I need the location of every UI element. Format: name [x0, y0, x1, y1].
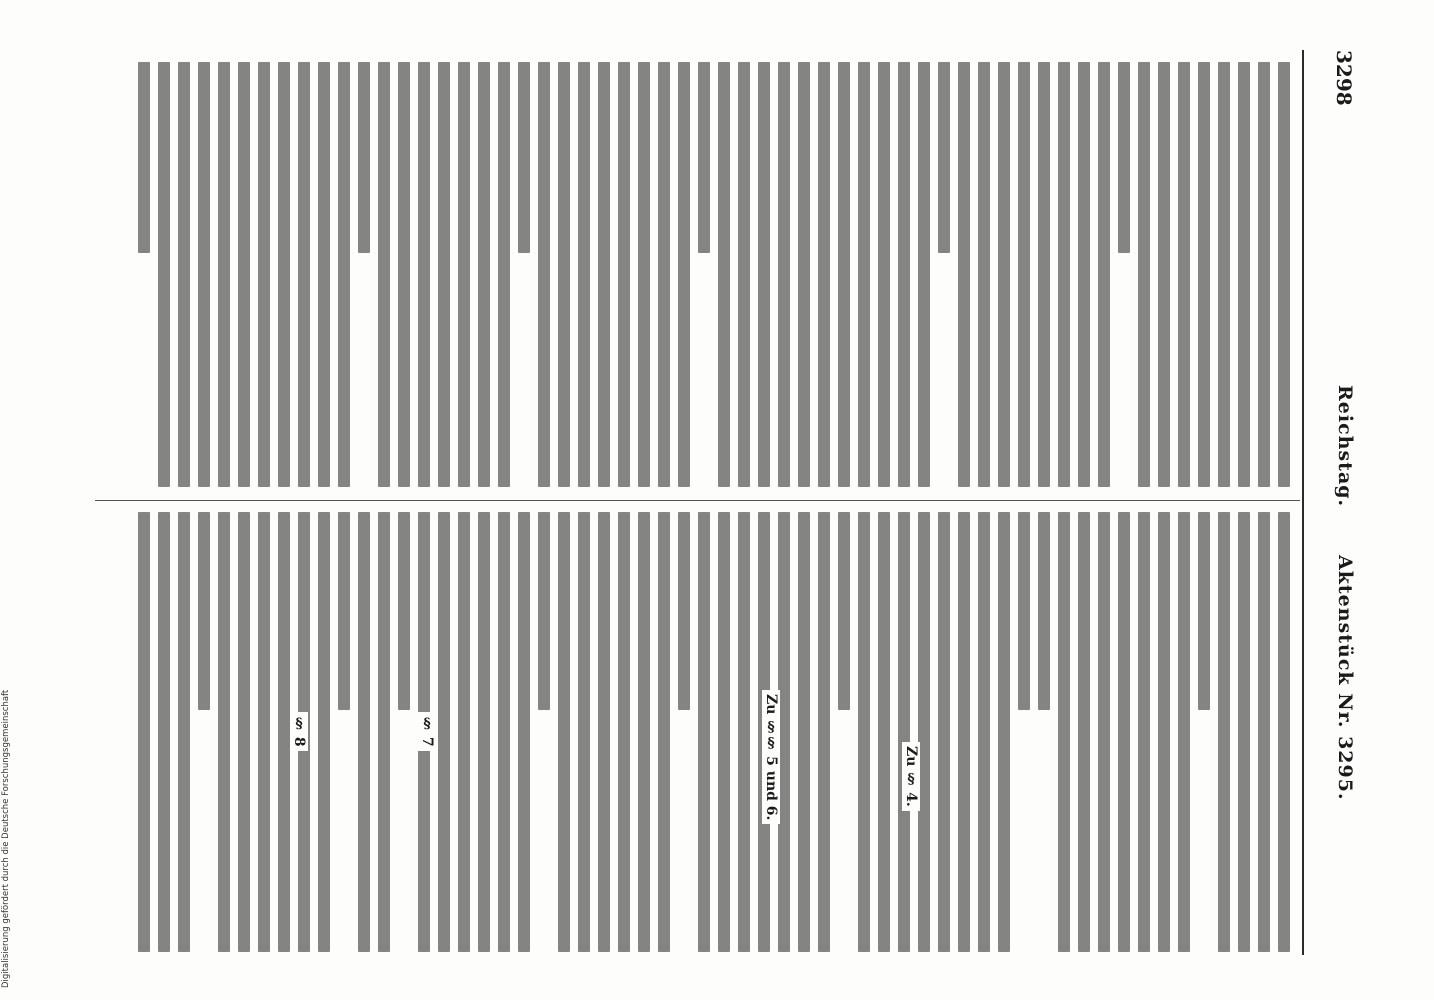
header-rule [1302, 50, 1304, 955]
text-line [998, 512, 1010, 952]
text-line [918, 512, 930, 952]
text-line [658, 62, 670, 487]
text-line [1178, 512, 1190, 952]
text-line [1118, 62, 1130, 253]
text-line [918, 62, 930, 487]
text-line [478, 62, 490, 487]
text-line [938, 62, 950, 253]
text-line [1258, 512, 1270, 952]
page-header [1322, 40, 1356, 970]
text-line [198, 62, 210, 487]
document-label: Aktenstück Nr. 3295. [1334, 555, 1356, 801]
text-line [438, 62, 450, 487]
text-line [538, 512, 550, 710]
text-line [558, 512, 570, 952]
text-line [578, 512, 590, 952]
text-line [378, 62, 390, 487]
text-line [158, 512, 170, 952]
text-line [678, 62, 690, 487]
text-line [598, 512, 610, 952]
page-number: 3298 [1332, 50, 1356, 106]
text-line [1018, 512, 1030, 710]
text-line [658, 512, 670, 952]
text-line [878, 512, 890, 952]
text-line [858, 512, 870, 952]
text-line [618, 512, 630, 952]
text-line [858, 62, 870, 487]
column-divider [95, 500, 1300, 501]
text-line [258, 62, 270, 487]
text-line [718, 62, 730, 487]
text-line [158, 62, 170, 487]
text-line [1158, 62, 1170, 487]
text-line [1198, 62, 1210, 487]
text-line [358, 62, 370, 253]
text-line [978, 62, 990, 487]
text-line [958, 62, 970, 487]
text-line [238, 512, 250, 952]
text-line [518, 62, 530, 253]
text-line [298, 62, 310, 487]
text-line [1098, 512, 1110, 952]
text-line [258, 512, 270, 952]
text-line [598, 62, 610, 487]
text-line [758, 62, 770, 487]
text-line [838, 512, 850, 710]
text-line [838, 62, 850, 487]
text-line [1078, 62, 1090, 487]
text-line [398, 512, 410, 710]
text-line [978, 512, 990, 952]
text-line [438, 512, 450, 952]
text-line [698, 512, 710, 952]
text-line [558, 62, 570, 487]
text-line [478, 512, 490, 952]
text-line [178, 62, 190, 487]
text-line [318, 512, 330, 952]
text-line [578, 62, 590, 487]
text-line [398, 62, 410, 487]
text-line [1018, 62, 1030, 487]
text-line [358, 512, 370, 952]
text-line [418, 62, 430, 487]
text-line [1138, 512, 1150, 952]
digitization-credit: Digitalisierung gefördert durch die Deutsche Forschungsgemeinschaft [1, 689, 11, 988]
text-line [798, 512, 810, 952]
text-line [678, 512, 690, 710]
left-column-text [95, 62, 1290, 487]
text-line [338, 512, 350, 710]
section-heading-para-8: § 8 [290, 712, 308, 751]
text-line [1158, 512, 1170, 952]
text-line [458, 512, 470, 952]
text-line [898, 512, 910, 952]
text-line [278, 512, 290, 952]
text-line [1058, 62, 1070, 487]
text-line [198, 512, 210, 710]
text-line [1138, 62, 1150, 487]
text-line [1278, 62, 1290, 487]
text-line [1178, 62, 1190, 487]
text-line [698, 62, 710, 253]
text-line [638, 62, 650, 487]
text-line [498, 512, 510, 952]
text-line [1238, 512, 1250, 952]
text-line [338, 62, 350, 487]
text-line [378, 512, 390, 952]
section-heading-zu-5-6: Zu §§ 5 und 6. [762, 690, 780, 824]
text-line [218, 512, 230, 952]
text-line [778, 62, 790, 487]
text-line [798, 62, 810, 487]
text-line [1238, 62, 1250, 487]
text-line [738, 512, 750, 952]
text-line [998, 62, 1010, 487]
text-line [238, 62, 250, 487]
text-line [1078, 512, 1090, 952]
text-line [1258, 62, 1270, 487]
text-line [1058, 512, 1070, 952]
section-heading-para-7: § 7 [418, 712, 436, 751]
text-line [938, 512, 950, 952]
section-heading-zu-4: Zu § 4. [902, 742, 920, 811]
text-line [218, 62, 230, 487]
text-line [1038, 512, 1050, 710]
text-line [1218, 62, 1230, 487]
text-line [898, 62, 910, 487]
text-line [738, 62, 750, 487]
text-line [1038, 62, 1050, 487]
text-line [1198, 512, 1210, 710]
text-line [1098, 62, 1110, 487]
text-line [538, 62, 550, 487]
text-line [958, 512, 970, 952]
text-line [518, 512, 530, 952]
text-line [878, 62, 890, 487]
text-line [1278, 512, 1290, 952]
text-line [278, 62, 290, 487]
text-line [498, 62, 510, 487]
text-line [178, 512, 190, 952]
text-line [638, 512, 650, 952]
text-line [818, 62, 830, 487]
text-line [818, 512, 830, 952]
text-line [458, 62, 470, 487]
text-line [138, 62, 150, 253]
text-line [1118, 512, 1130, 952]
text-line [138, 512, 150, 952]
text-line [1218, 512, 1230, 952]
text-line [618, 62, 630, 487]
text-line [318, 62, 330, 487]
text-line [718, 512, 730, 952]
right-column-text [95, 512, 1290, 952]
running-title: Reichstag. [1334, 385, 1356, 508]
